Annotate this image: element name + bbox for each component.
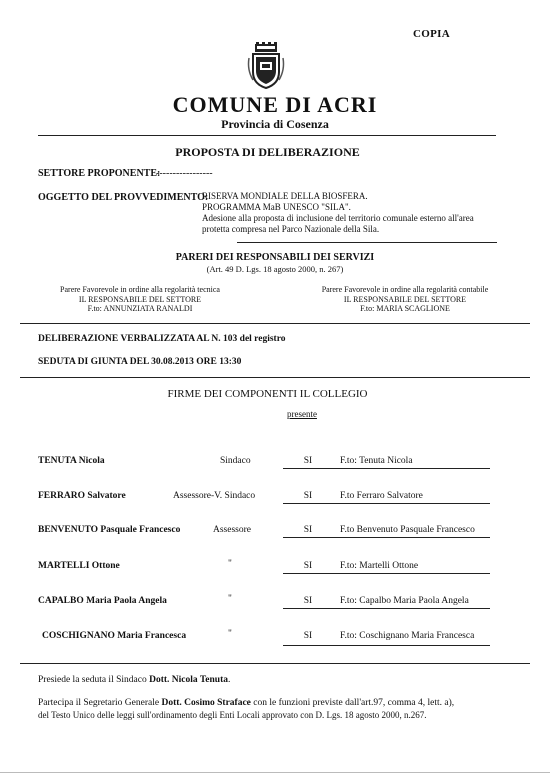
page-title: COMUNE DI ACRI	[172, 92, 378, 117]
divider	[237, 242, 497, 243]
divider	[20, 663, 530, 664]
parere-tecnico-line: Parere Favorevole in ordine alla regolarità tecnica	[60, 285, 220, 294]
member-presence: SI	[303, 491, 313, 501]
member-signature: F.to: Capalbo Maria Paola Angela	[340, 596, 469, 606]
member-role: Assessore-V. Sindaco	[173, 491, 256, 501]
parere-contabile-signature: F.to: MARIA SCAGLIONE	[360, 304, 450, 313]
member-presence: SI	[303, 561, 313, 571]
copia-label: COPIA	[413, 28, 450, 40]
page-subtitle: Provincia di Cosenza	[221, 117, 329, 131]
proposta-title: PROPOSTA DI DELIBERAZIONE	[175, 145, 360, 159]
member-role: "	[228, 629, 232, 639]
oggetto-line: Adesione alla proposta di inclusione del territorio comunale esterno all'area	[202, 213, 474, 223]
presiede-name: Dott. Nicola Tenuta	[149, 675, 228, 685]
member-name: FERRARO Salvatore	[38, 491, 126, 501]
member-name: TENUTA Nicola	[38, 456, 105, 466]
parere-tecnico-signature: F.to: ANNUNZIATA RANALDI	[87, 304, 193, 313]
member-presence: SI	[303, 456, 313, 466]
parere-contabile-line: IL RESPONSABILE DEL SETTORE	[343, 294, 467, 304]
presence-line	[283, 537, 333, 538]
member-signature: F.to Benvenuto Pasquale Francesco	[340, 525, 475, 535]
oggetto-text	[202, 191, 502, 235]
presence-line	[283, 645, 333, 646]
seduta-text: SEDUTA DI GIUNTA DEL 30.08.2013 ORE 13:30	[38, 357, 242, 367]
member-name: MARTELLI Ottone	[38, 561, 120, 571]
firme-title: FIRME DEI COMPONENTI IL COLLEGIO	[167, 388, 368, 400]
settore-value: -----------------	[156, 168, 213, 179]
settore-label: SETTORE PROPONENTE:	[38, 168, 161, 179]
parere-tecnico-line: IL RESPONSABILE DEL SETTORE	[78, 294, 202, 304]
member-role: Assessore	[213, 525, 251, 535]
signature-line	[333, 537, 490, 538]
member-signature: F.to: Martelli Ottone	[340, 561, 419, 571]
signature-line	[333, 503, 490, 504]
presiede-text	[38, 674, 230, 686]
presence-line	[283, 468, 333, 469]
member-presence: SI	[303, 525, 313, 535]
bottom-edge	[0, 772, 550, 773]
parere-tecnico	[20, 285, 260, 314]
oggetto-label: OGGETTO DEL PROVVEDIMENTO:	[38, 192, 209, 203]
divider	[38, 135, 496, 136]
oggetto-line: PROGRAMMA MaB UNESCO "SILA".	[202, 202, 351, 212]
member-name: BENVENUTO Pasquale Francesco	[38, 525, 181, 535]
member-name: CAPALBO Maria Paola Angela	[38, 596, 167, 606]
parere-contabile	[280, 285, 530, 314]
divider	[20, 323, 530, 324]
presiede-prefix: Presiede la seduta il Sindaco	[38, 675, 150, 685]
presiede-suffix: .	[228, 675, 231, 685]
partecipa-line	[38, 697, 538, 709]
signature-line	[333, 645, 490, 646]
partecipa-text	[38, 697, 538, 721]
oggetto-line: protetta compresa nel Parco Nazionale della Sila.	[202, 224, 380, 234]
signature-line	[333, 573, 490, 574]
member-presence: SI	[303, 631, 313, 641]
partecipa-name: Dott. Cosimo Straface	[161, 698, 251, 708]
presence-line	[283, 503, 333, 504]
divider	[20, 377, 530, 378]
partecipa-line-2: del Testo Unico delle leggi sull'ordinamento degli Enti Locali approvato con D. Lgs. 18 agosto 2000, n.267.	[38, 710, 427, 720]
oggetto-line: RISERVA MONDIALE DELLA BIOSFERA.	[202, 191, 368, 201]
member-name: COSCHIGNANO Maria Francesca	[42, 631, 187, 641]
signature-line	[333, 608, 490, 609]
delibera-text: DELIBERAZIONE VERBALIZZATA AL N. 103 del registro	[38, 334, 286, 344]
member-presence: SI	[303, 596, 313, 606]
pareri-title: PARERI DEI RESPONSABILI DEI SERVIZI	[175, 252, 375, 263]
member-signature: F.to: Tenuta Nicola	[340, 456, 413, 466]
parere-contabile-line: Parere Favorevole in ordine alla regolarità contabile	[321, 285, 489, 294]
member-role: "	[228, 594, 232, 604]
presence-line	[283, 608, 333, 609]
member-role: Sindaco	[220, 456, 251, 466]
member-signature: F.to Ferraro Salvatore	[340, 491, 423, 501]
coat-of-arms-icon	[246, 42, 286, 90]
member-signature: F.to: Coschignano Maria Francesca	[340, 631, 475, 641]
signature-line	[333, 468, 490, 469]
presente-header: presente	[287, 409, 317, 419]
presence-line	[283, 573, 333, 574]
partecipa-suffix: con le funzioni previste dall'art.97, comma 4, lett. a),	[250, 698, 455, 708]
partecipa-prefix: Partecipa il Segretario Generale	[38, 698, 162, 708]
member-role: "	[228, 559, 232, 569]
pareri-subtitle: (Art. 49 D. Lgs. 18 agosto 2000, n. 267)	[206, 264, 344, 274]
